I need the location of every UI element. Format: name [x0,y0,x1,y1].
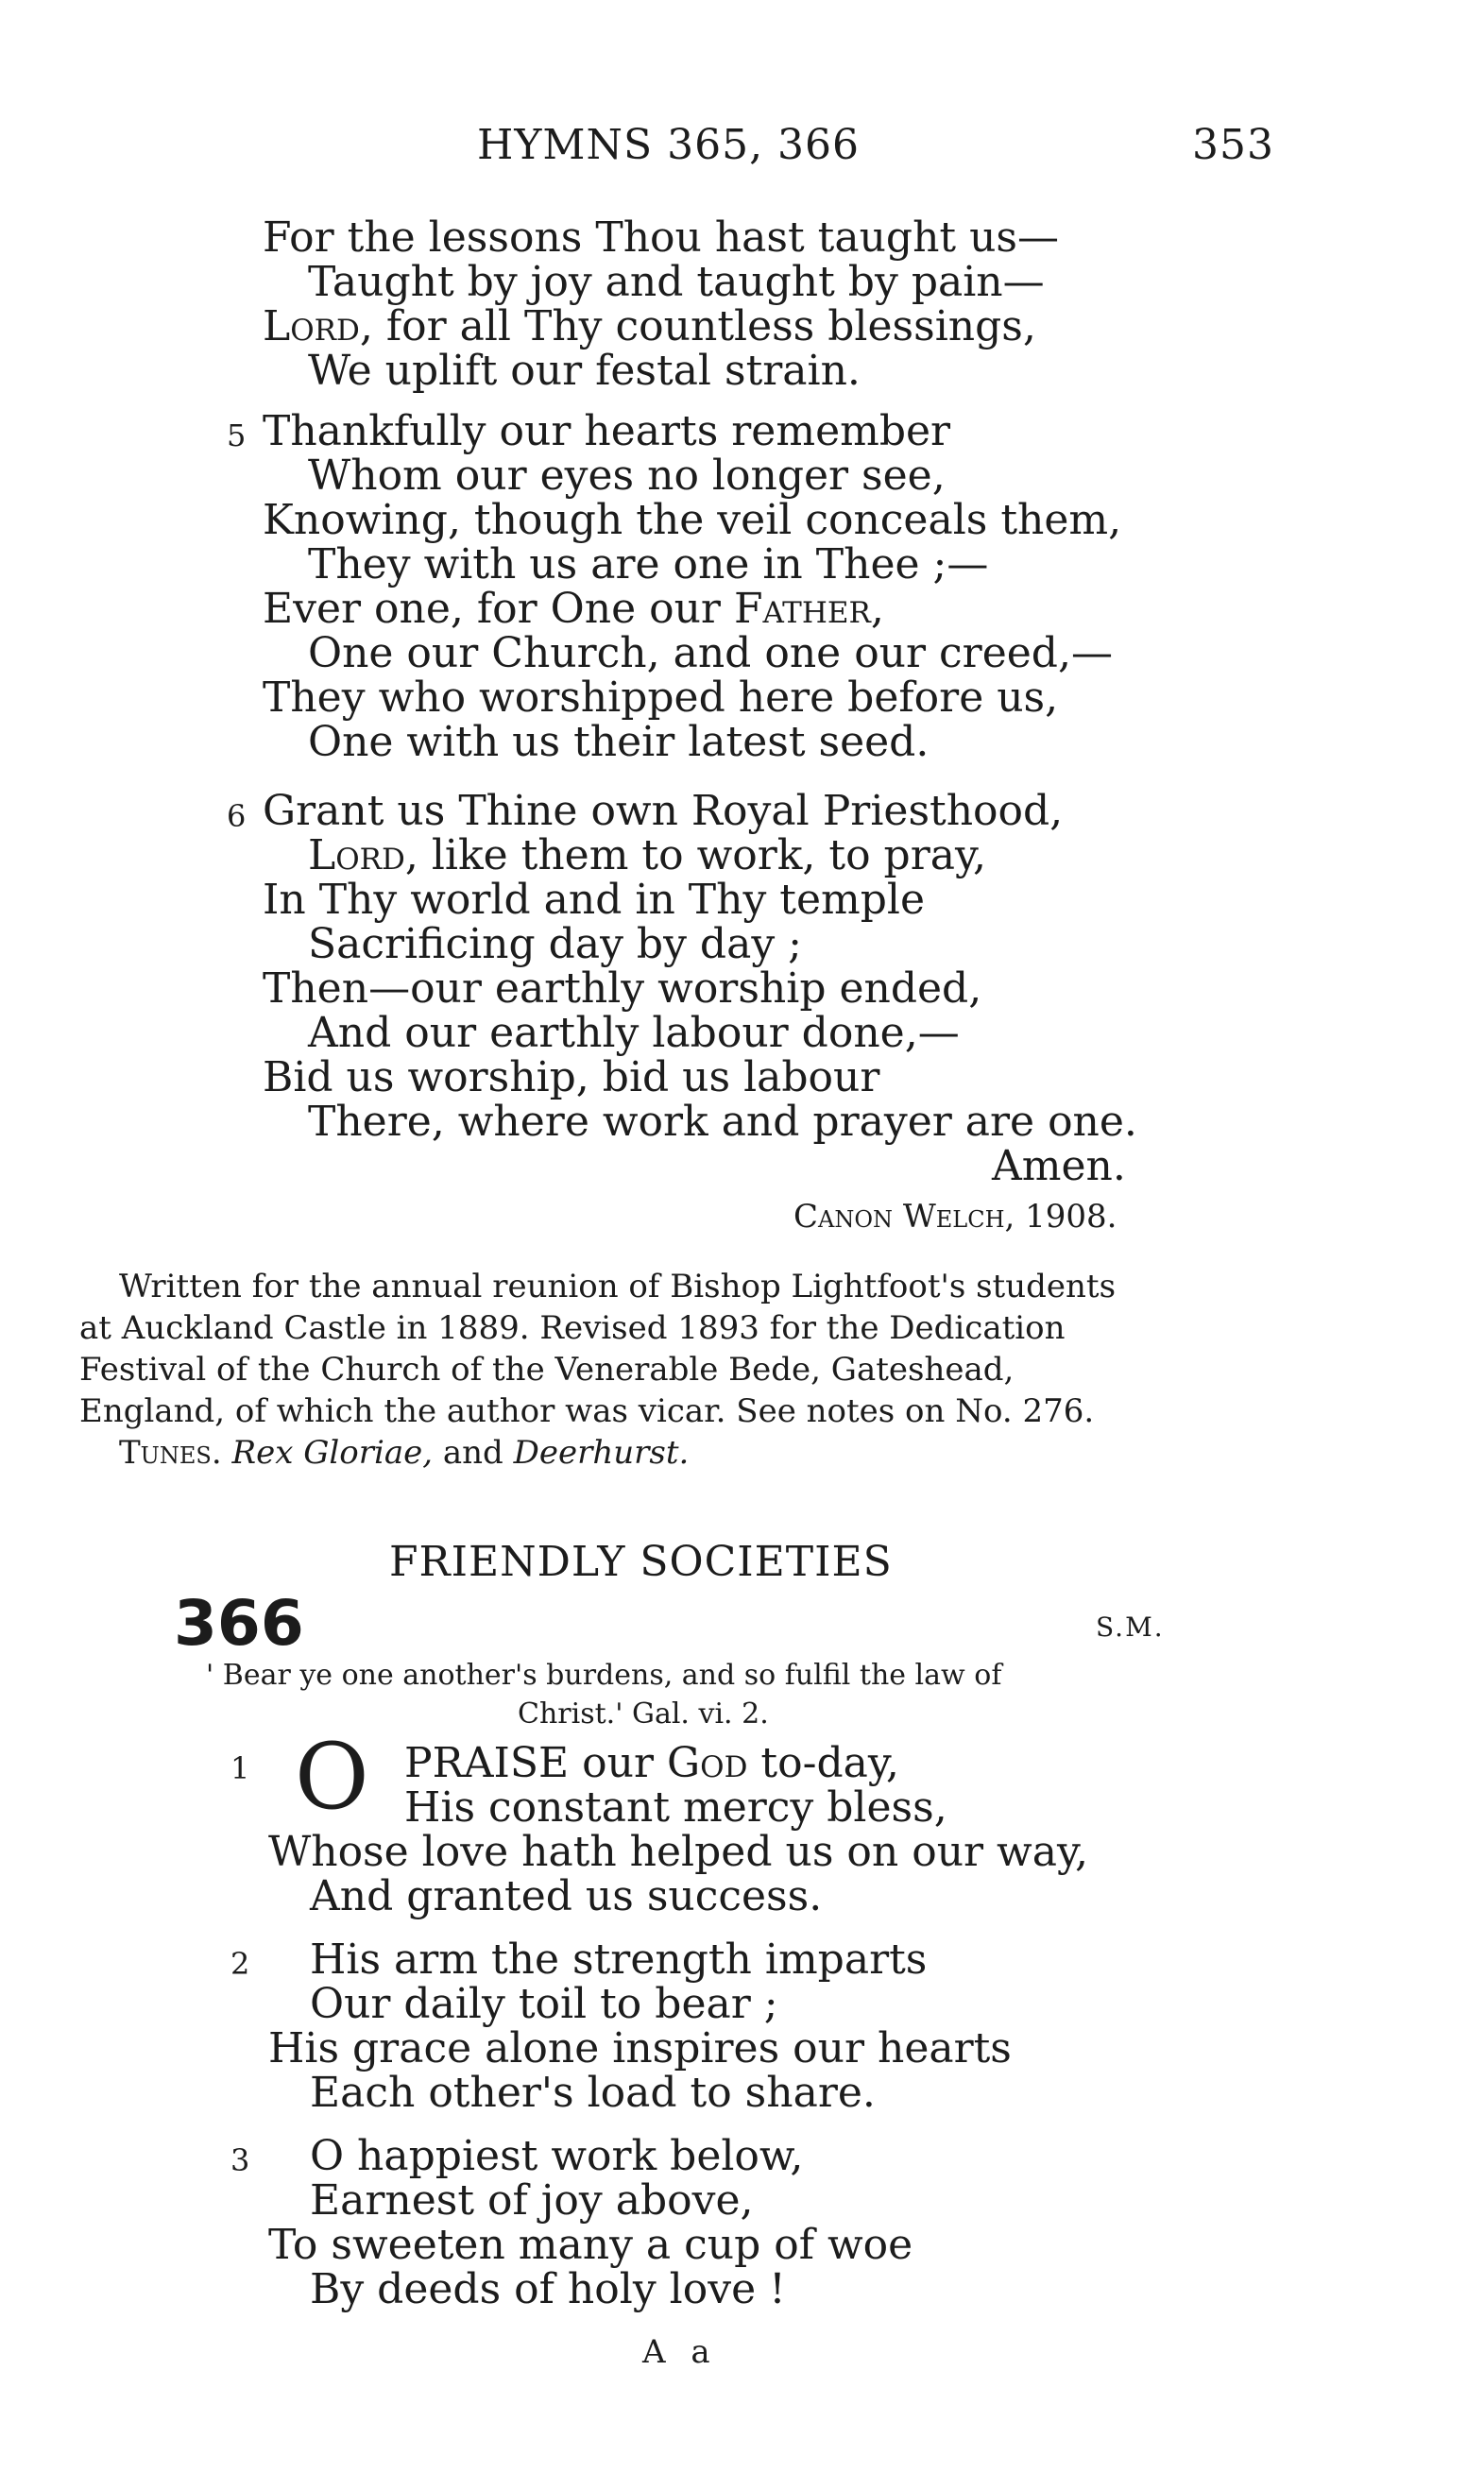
stanza-number: 3 [230,2142,250,2178]
running-header-title: HYMNS 365, 366 [477,121,861,169]
verse-line: Whose love hath helped us on our way, [268,1828,1088,1876]
verse-line: One with us their latest seed. [308,718,930,766]
verse-line: His grace alone inspires our hearts [268,2024,1012,2072]
verse-line: In Thy world and in Thy temple [263,876,926,924]
hymn-number: 366 [174,1587,304,1660]
tunes-conjunction: and [442,1434,503,1472]
note-line: England, of which the author was vicar. See notes on No. 276. [79,1392,1095,1430]
tunes-label: Tunes. [119,1434,222,1472]
verse-line: One our Church, and one our creed,— [308,629,1113,677]
verse-line: There, where work and prayer are one. [308,1098,1137,1146]
verse-line: By deeds of holy love ! [310,2265,786,2313]
verse-line: His arm the strength imparts [310,1936,928,1984]
verse-line: And granted us success. [310,1872,823,1920]
verse-line: Taught by joy and taught by pain— [308,258,1045,306]
note-line: Written for the annual reunion of Bishop Lightfoot's students [119,1268,1117,1305]
verse-line: His constant mercy bless, [404,1783,947,1832]
epigraph-line: Christ.' Gal. vi. 2. [518,1697,769,1731]
verse-line: We uplift our festal strain. [308,347,861,395]
verse-line: Each other's load to share. [310,2069,876,2117]
verse-line: And our earthly labour done,— [308,1009,960,1057]
verse-line: Sacrificing day by day ; [308,920,802,968]
verse-line: PRAISE our God to-day, [404,1739,899,1787]
note-line: at Auckland Castle in 1889. Revised 1893 for the Dedication [79,1309,1066,1347]
verse-line: Knowing, though the veil conceals them, [263,496,1122,544]
verse-line: O happiest work below, [310,2132,804,2180]
page-number: 353 [1192,121,1274,169]
verse-line: For the lessons Thou hast taught us— [263,213,1060,262]
verse-line: Then—our earthly worship ended, [263,964,982,1013]
stanza-number: 5 [227,418,247,453]
note-line: Festival of the Church of the Venerable Bede, Gateshead, [79,1351,1015,1389]
meter-label: S.M. [1096,1612,1165,1643]
signature-mark: A a [642,2333,718,2371]
author-attribution: Canon Welch, 1908. [793,1198,1117,1236]
verse-line: Thankfully our hearts remember [263,407,951,455]
verse-line: Lord, like them to work, to pray, [308,831,986,879]
verse-line: They who worshipped here before us, [263,674,1059,722]
epigraph-line: ' Bear ye one another's burdens, and so fulfil the law of [206,1659,1002,1692]
amen: Amen. [992,1142,1126,1190]
section-title: FRIENDLY SOCIETIES [389,1538,893,1586]
verse-line: Earnest of joy above, [310,2176,754,2225]
verse-line: Ever one, for One our Father, [263,585,884,633]
verse-line: To sweeten many a cup of woe [268,2221,913,2269]
tunes-line [119,1432,689,1474]
stanza-number: 6 [227,798,247,834]
tune-name: Rex Gloriae, [231,1434,434,1472]
drop-cap: O [295,1724,369,1830]
verse-line: Bid us worship, bid us labour [263,1053,880,1101]
verse-line: They with us are one in Thee ;— [308,540,989,588]
verse-line: Our daily toil to bear ; [310,1980,778,2028]
stanza-number: 2 [230,1946,250,1982]
stanza-number: 1 [230,1750,250,1786]
tune-name: Deerhurst. [513,1434,690,1472]
verse-line: Whom our eyes no longer see, [308,452,946,500]
verse-line: Lord, for all Thy countless blessings, [263,302,1036,350]
verse-line: Grant us Thine own Royal Priesthood, [263,787,1064,835]
